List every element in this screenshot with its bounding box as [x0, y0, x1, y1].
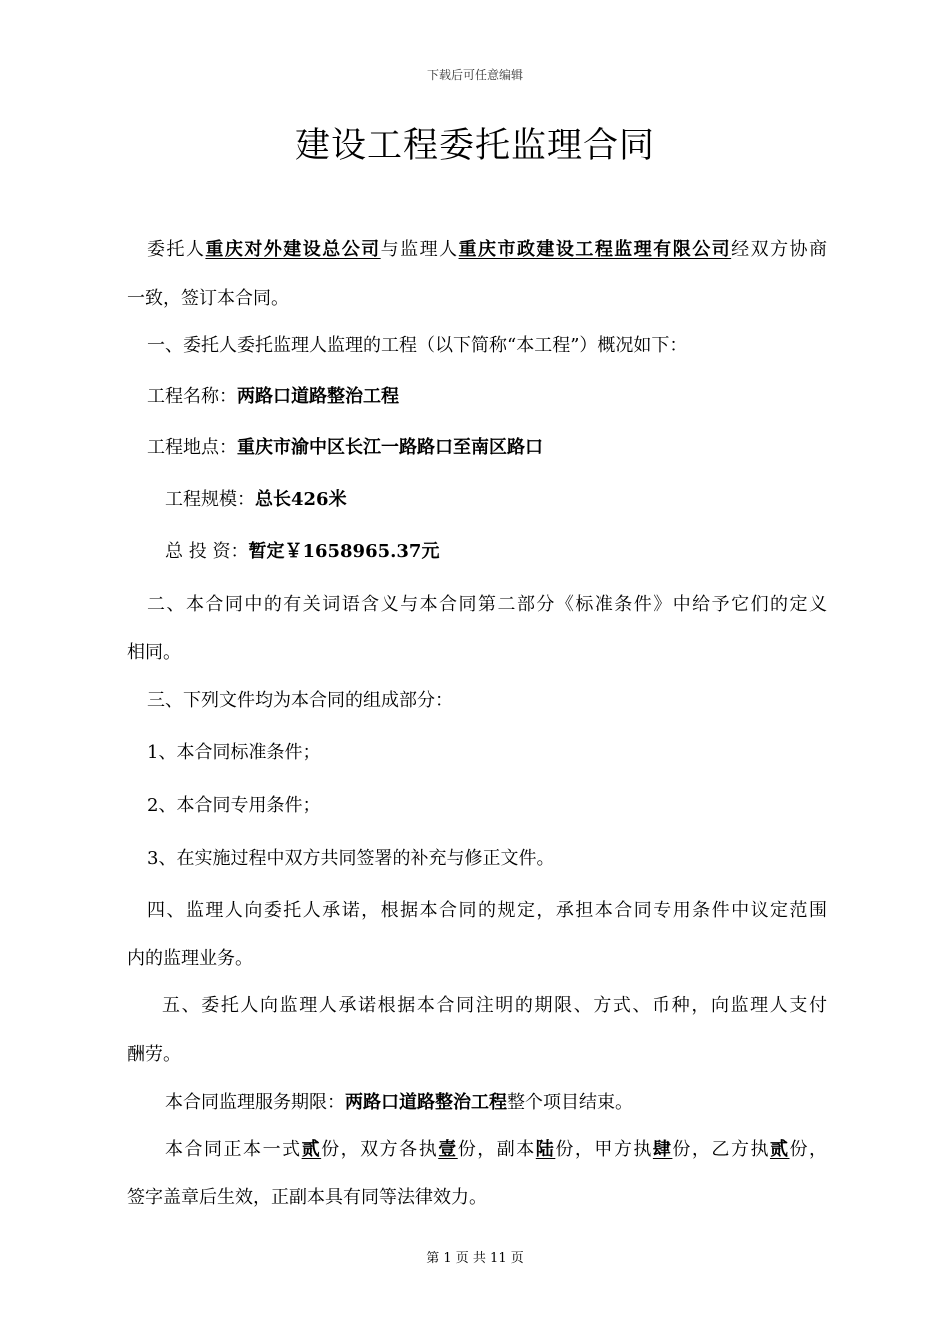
copies-text: 本合同正本一式: [165, 1139, 302, 1160]
copies-line-2: 签字盖章后生效，正副本具有同等法律效力。: [127, 1187, 487, 1208]
project-name: 两路口道路整治工程: [237, 386, 399, 407]
copies-duplicate-count: 陆: [535, 1139, 556, 1160]
header-note: 下载后可任意编辑: [426, 68, 523, 82]
project-location-label: 工程地点：: [147, 437, 237, 458]
project-name-row: [147, 385, 847, 409]
project-investment-label: 总 投 资：: [165, 541, 249, 562]
copies-each-count: 壹: [438, 1139, 458, 1160]
document-title: 建设工程委托监理合同: [294, 126, 655, 166]
service-period-prefix: 本合同监理服务期限：: [165, 1092, 345, 1113]
intro-mid: 与监理人: [380, 239, 459, 260]
project-name-label: 工程名称：: [147, 386, 237, 407]
copies-text: 份，双方各执: [321, 1139, 439, 1160]
section-1: 一、委托人委托监理人监理的工程（以下简称“本工程”）概况如下：: [147, 335, 688, 356]
section-2-line-2: 相同。: [127, 642, 181, 663]
copies-text: 份，甲方执: [555, 1139, 653, 1160]
service-period-project: 两路口道路整治工程: [345, 1092, 507, 1113]
project-location-row: [147, 436, 847, 460]
section-2-line-1: 二、本合同中的有关词语含义与本合同第二部分《标准条件》中给予它们的定义: [147, 594, 827, 615]
project-investment: 暂定￥1658965.37元: [248, 541, 440, 562]
service-period: [165, 1091, 865, 1115]
intro-line-2: 一致，签订本合同。: [127, 288, 289, 309]
client-name: 重庆对外建设总公司: [205, 239, 381, 260]
copies-original-count: 贰: [301, 1139, 322, 1160]
copies-text: 份，副本: [457, 1139, 536, 1160]
list-item: 1、本合同标准条件；: [147, 742, 321, 763]
project-location: 重庆市渝中区长江一路路口至南区路口: [237, 437, 543, 458]
page-footer: 第 1 页 共 11 页: [426, 1251, 524, 1266]
service-period-suffix: 整个项目结束。: [507, 1092, 633, 1113]
copies-text: 份，乙方执: [672, 1139, 770, 1160]
copies-party-a-count: 肆: [652, 1139, 673, 1160]
section-4-line-1: 四、监理人向委托人承诺，根据本合同的规定，承担本合同专用条件中议定范围: [147, 900, 827, 921]
intro-line-1: [127, 238, 827, 262]
copies-text: 份，: [789, 1139, 828, 1160]
copies-party-b-count: 贰: [769, 1139, 790, 1160]
project-investment-row: [165, 540, 865, 564]
section-5-line-1: 五、委托人向监理人承诺根据本合同注明的期限、方式、币种，向监理人支付: [162, 995, 827, 1016]
copies-line-1: [127, 1138, 827, 1162]
project-scale-label: 工程规模：: [165, 489, 255, 510]
section-3: 三、下列文件均为本合同的组成部分：: [147, 690, 453, 711]
list-item: 2、本合同专用条件；: [147, 795, 321, 816]
list-item: 3、在实施过程中双方共同签署的补充与修正文件。: [147, 848, 555, 869]
intro-prefix: 委托人: [147, 239, 206, 260]
project-scale: 总长426米: [255, 489, 347, 510]
supervisor-name: 重庆市政建设工程监理有限公司: [458, 239, 732, 260]
section-5-line-2: 酬劳。: [127, 1044, 181, 1065]
intro-suffix: 经双方协商: [731, 239, 828, 260]
project-scale-row: [165, 488, 865, 512]
section-4-line-2: 内的监理业务。: [127, 948, 253, 969]
